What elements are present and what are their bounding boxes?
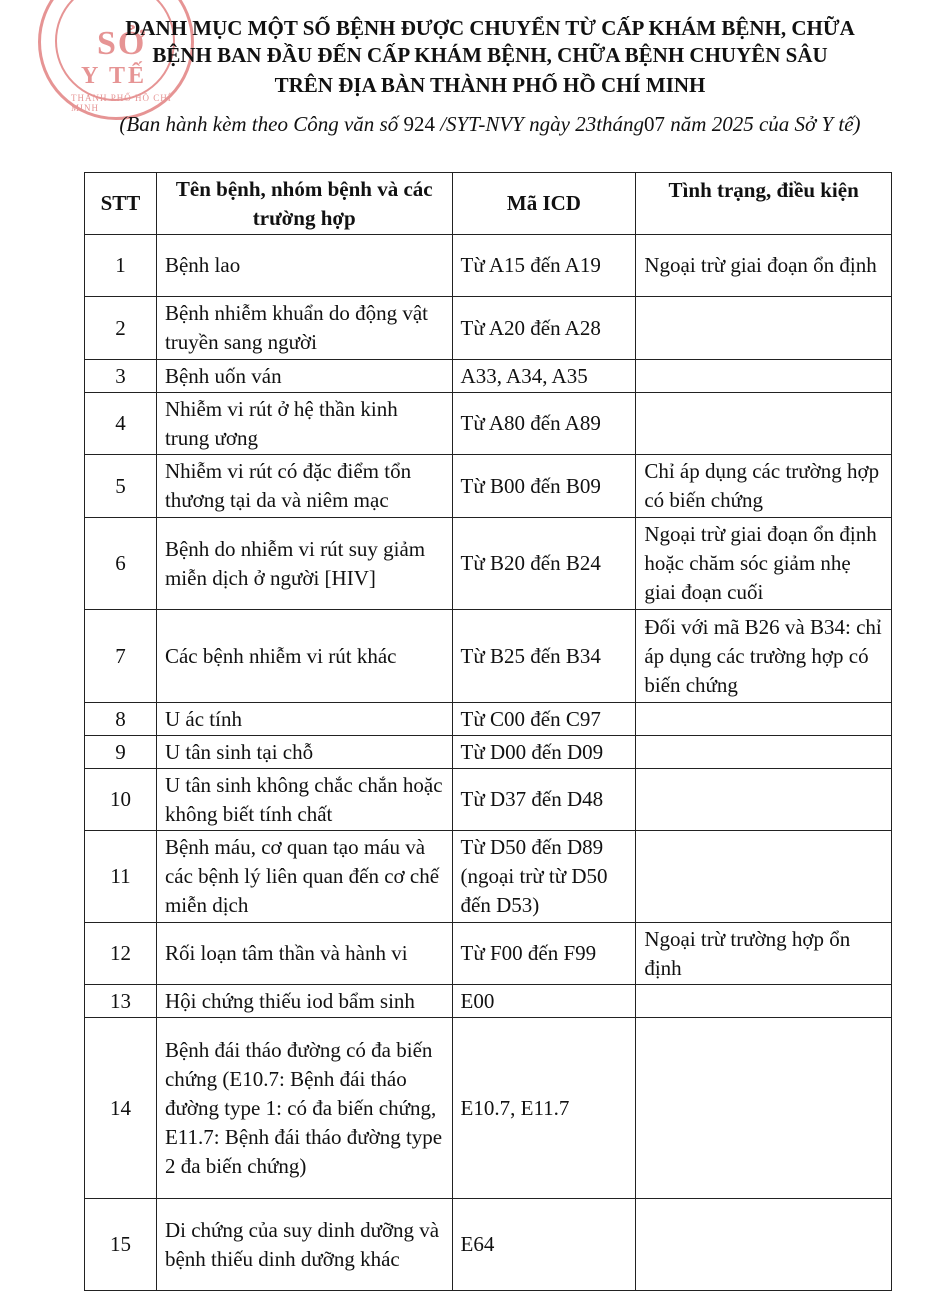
title-line-1: DANH MỤC MỘT SỐ BỆNH ĐƯỢC CHUYỂN TỪ CẤP KHÁM BỆNH, CHỮA (125, 16, 855, 40)
row-condition (636, 360, 892, 393)
row-condition (636, 769, 892, 831)
row-condition: Ngoại trừ giai đoạn ổn định (636, 235, 892, 297)
table-row (85, 923, 892, 985)
table-row (85, 1199, 892, 1291)
row-icd: Từ A20 đến A28 (452, 297, 636, 360)
row-name: Bệnh uốn ván (156, 360, 452, 393)
subtitle-month-word: tháng (596, 112, 645, 136)
row-name: U ác tính (156, 703, 452, 736)
table-row (85, 703, 892, 736)
row-icd: Từ F00 đến F99 (452, 923, 636, 985)
row-stt: 9 (85, 736, 157, 769)
header-name: Tên bệnh, nhóm bệnh và các trường hợp (156, 173, 452, 235)
row-condition (636, 703, 892, 736)
row-name: U tân sinh không chắc chắn hoặc không biết tính chất (156, 769, 452, 831)
stamp-rim-text: THÀNH PHỐ HỒ CHÍ MINH (71, 93, 172, 113)
table-row (85, 736, 892, 769)
row-stt: 6 (85, 518, 157, 610)
row-stt: 15 (85, 1199, 157, 1291)
row-icd: Từ B25 đến B34 (452, 610, 636, 703)
table-header-row (85, 173, 892, 235)
row-icd: Từ D37 đến D48 (452, 769, 636, 831)
row-stt: 12 (85, 923, 157, 985)
row-condition (636, 831, 892, 923)
row-name: Hội chứng thiếu iod bẩm sinh (156, 985, 452, 1018)
doc-number: 924 (403, 112, 435, 136)
subtitle (40, 112, 940, 137)
row-stt: 8 (85, 703, 157, 736)
row-name: Nhiễm vi rút có đặc điểm tổn thương tại da và niêm mạc (156, 455, 452, 518)
row-stt: 4 (85, 393, 157, 455)
row-name: Bệnh do nhiễm vi rút suy giảm miễn dịch ở người [HIV] (156, 518, 452, 610)
header-stt: STT (85, 173, 157, 235)
table-row (85, 518, 892, 610)
row-condition (636, 985, 892, 1018)
row-condition: Ngoại trừ giai đoạn ổn định hoặc chăm sóc giảm nhẹ giai đoạn cuối (636, 518, 892, 610)
row-stt: 10 (85, 769, 157, 831)
title-line-3: TRÊN ĐỊA BÀN THÀNH PHỐ HỒ CHÍ MINH (274, 73, 706, 97)
row-icd: A33, A34, A35 (452, 360, 636, 393)
row-stt: 1 (85, 235, 157, 297)
row-icd: Từ D50 đến D89 (ngoại trừ từ D50 đến D53) (452, 831, 636, 923)
table-row (85, 831, 892, 923)
row-stt: 5 (85, 455, 157, 518)
row-icd: E10.7, E11.7 (452, 1018, 636, 1199)
row-stt: 3 (85, 360, 157, 393)
row-icd: E00 (452, 985, 636, 1018)
table-row (85, 985, 892, 1018)
row-icd: E64 (452, 1199, 636, 1291)
subtitle-prefix: (Ban hành kèm theo Công văn số (119, 112, 399, 136)
row-icd: Từ B20 đến B24 (452, 518, 636, 610)
row-name: Bệnh máu, cơ quan tạo máu và các bệnh lý liên quan đến cơ chế miễn dịch (156, 831, 452, 923)
row-name: Rối loạn tâm thần và hành vi (156, 923, 452, 985)
table-row (85, 1018, 892, 1199)
table-row (85, 360, 892, 393)
stamp-top-text: SỞ (97, 25, 147, 62)
row-name: Các bệnh nhiễm vi rút khác (156, 610, 452, 703)
header-icd: Mã ICD (452, 173, 636, 235)
row-icd: Từ A15 đến A19 (452, 235, 636, 297)
row-condition (636, 1199, 892, 1291)
row-name: Bệnh lao (156, 235, 452, 297)
row-icd: Từ C00 đến C97 (452, 703, 636, 736)
row-stt: 11 (85, 831, 157, 923)
row-name: Di chứng của suy dinh dưỡng và bệnh thiếu dinh dưỡng khác (156, 1199, 452, 1291)
row-icd: Từ D00 đến D09 (452, 736, 636, 769)
table-row (85, 393, 892, 455)
row-icd: Từ A80 đến A89 (452, 393, 636, 455)
table-row (85, 297, 892, 360)
row-condition (636, 1018, 892, 1199)
subtitle-day: 23 (575, 112, 597, 136)
row-name: Bệnh đái tháo đường có đa biến chứng (E10.7: Bệnh đái tháo đường type 1: có đa biến chứng, E11.7: Bệnh đái tháo đường type 2 đa biến chứng) (156, 1018, 452, 1199)
row-icd: Từ B00 đến B09 (452, 455, 636, 518)
row-stt: 13 (85, 985, 157, 1018)
title-line-2: BỆNH BAN ĐẦU ĐẾN CẤP KHÁM BỆNH, CHỮA BỆNH CHUYÊN SÂU (152, 43, 828, 67)
row-stt: 2 (85, 297, 157, 360)
disease-table (84, 172, 892, 1291)
subtitle-suffix: năm 2025 của Sở Y tế) (670, 112, 861, 136)
table-row (85, 235, 892, 297)
row-name: Bệnh nhiễm khuẩn do động vật truyền sang người (156, 297, 452, 360)
row-condition: Chỉ áp dụng các trường hợp có biến chứng (636, 455, 892, 518)
subtitle-mid: /SYT-NVY ngày (440, 112, 570, 136)
row-name: Nhiễm vi rút ở hệ thần kinh trung ương (156, 393, 452, 455)
row-condition (636, 393, 892, 455)
table-row (85, 769, 892, 831)
table-row (85, 610, 892, 703)
table-row (85, 455, 892, 518)
row-stt: 7 (85, 610, 157, 703)
row-condition: Ngoại trừ trường hợp ổn định (636, 923, 892, 985)
subtitle-month: 07 (644, 112, 666, 136)
header-condition: Tình trạng, điều kiện (636, 173, 892, 235)
row-condition (636, 736, 892, 769)
row-name: U tân sinh tại chỗ (156, 736, 452, 769)
stamp-bottom-text: Y TẾ (81, 63, 148, 89)
row-condition: Đối với mã B26 và B34: chỉ áp dụng các trường hợp có biến chứng (636, 610, 892, 703)
row-condition (636, 297, 892, 360)
row-stt: 14 (85, 1018, 157, 1199)
